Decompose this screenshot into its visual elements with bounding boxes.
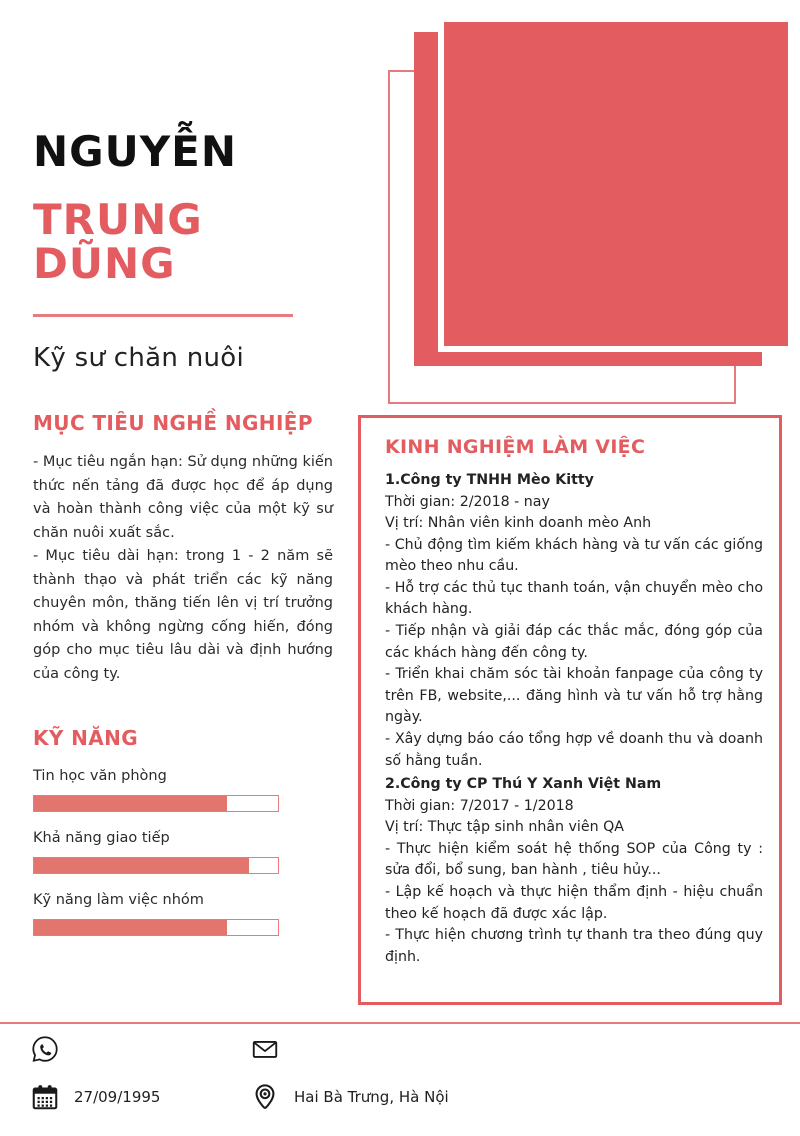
footer-contacts [0,1030,800,1136]
contact-phone[interactable] [30,1034,74,1064]
job-bullet: - Lập kế hoạch và thực hiện thẩm định - hiệu chuẩn theo kế hoạch đã được xác lập. [385,883,763,922]
photo-frame-decoration [388,22,788,404]
left-column [33,127,333,936]
skill-label: Khả năng giao tiếp [33,830,170,847]
skill-progress-track [33,919,279,936]
skill-progress-fill [34,796,227,811]
name-divider [33,314,293,317]
objective-body [33,451,333,686]
job-title: Kỹ sư chăn nuôi [33,343,245,374]
job-company: 2.Công ty CP Thú Y Xanh Việt Nam [385,776,662,793]
skill-item [33,768,333,812]
skill-label: Tin học văn phòng [33,768,167,785]
phone-icon [30,1034,60,1064]
contact-birthdate [30,1082,160,1112]
objective-heading: MỤC TIÊU NGHỀ NGHIỆP [33,411,313,436]
skills-heading: KỸ NĂNG [33,726,139,751]
calendar-icon [30,1082,60,1112]
job-bullet: - Xây dựng báo cáo tổng hợp về doanh thu và doanh số hằng tuần. [385,730,763,769]
experience-heading: KINH NGHIỆM LÀM VIỆC [385,436,646,458]
photo-placeholder [438,22,788,352]
job-bullet: - Triển khai chăm sóc tài khoản fanpage của công ty trên FB, website,... đăng hình và tư vấn hỗ trợ hằng ngày. [385,666,763,726]
skill-progress-track [33,857,279,874]
contact-address [250,1082,449,1112]
objective-paragraph: - Mục tiêu dài hạn: trong 1 - 2 năm sẽ thành thạo và phát triển các kỹ năng chuyên môn, thăng tiến lên vị trí trưởng nhóm và không ngừng cống hiến, đóng góp cho mục tiêu lâu dài và định hướng của công ty. [33,548,333,682]
job-position: Vị trí: Nhân viên kinh doanh mèo Anh [385,515,652,532]
objective-paragraph: - Mục tiêu ngắn hạn: Sử dụng những kiến thức nến tảng đã được học để áp dụng và hoàn thành công việc của một kỹ sư chăn nuôi xuất sắc. [33,454,333,541]
skill-progress-fill [34,920,227,935]
contact-email[interactable] [250,1034,294,1064]
job-position: Vị trí: Thực tập sinh nhân viên QA [385,819,624,836]
envelope-icon [250,1034,280,1064]
job-bullet: - Chủ động tìm kiếm khách hàng và tư vấn các giống mèo theo nhu cầu. [385,536,763,575]
objective-section [33,411,333,686]
job-period: Thời gian: 7/2017 - 1/2018 [385,797,574,814]
job-bullet: - Tiếp nhận và giải đáp các thắc mắc, đóng góp của các khách hàng đến công ty. [385,623,763,661]
location-pin-icon [250,1082,280,1112]
skill-label: Kỹ năng làm việc nhóm [33,892,204,909]
skill-item [33,892,333,936]
address-value: Hai Bà Trưng, Hà Nội [294,1088,449,1106]
skill-progress-track [33,795,279,812]
job-company: 1.Công ty TNHH Mèo Kitty [385,472,594,488]
experience-section [358,415,782,1005]
job-bullet: - Hỗ trợ các thủ tục thanh toán, vận chuyển mèo cho khách hàng. [385,579,763,618]
experience-list [385,470,763,968]
skill-progress-fill [34,858,249,873]
skill-item [33,830,333,874]
skills-section [33,726,333,936]
job-bullet: - Thực hiện kiểm soát hệ thống SOP của Công ty : sửa đổi, bổ sung, ban hành , tiêu hủy... [385,840,763,879]
footer-divider [0,1022,800,1024]
birthdate-value: 27/09/1995 [74,1088,161,1106]
name-first: NGUYỄN [33,127,237,176]
job-bullet: - Thực hiện chương trình tự thanh tra theo đúng quy định. [385,927,763,965]
name-last: TRUNG DŨNG [33,195,203,289]
job-period: Thời gian: 2/2018 - nay [385,493,550,510]
